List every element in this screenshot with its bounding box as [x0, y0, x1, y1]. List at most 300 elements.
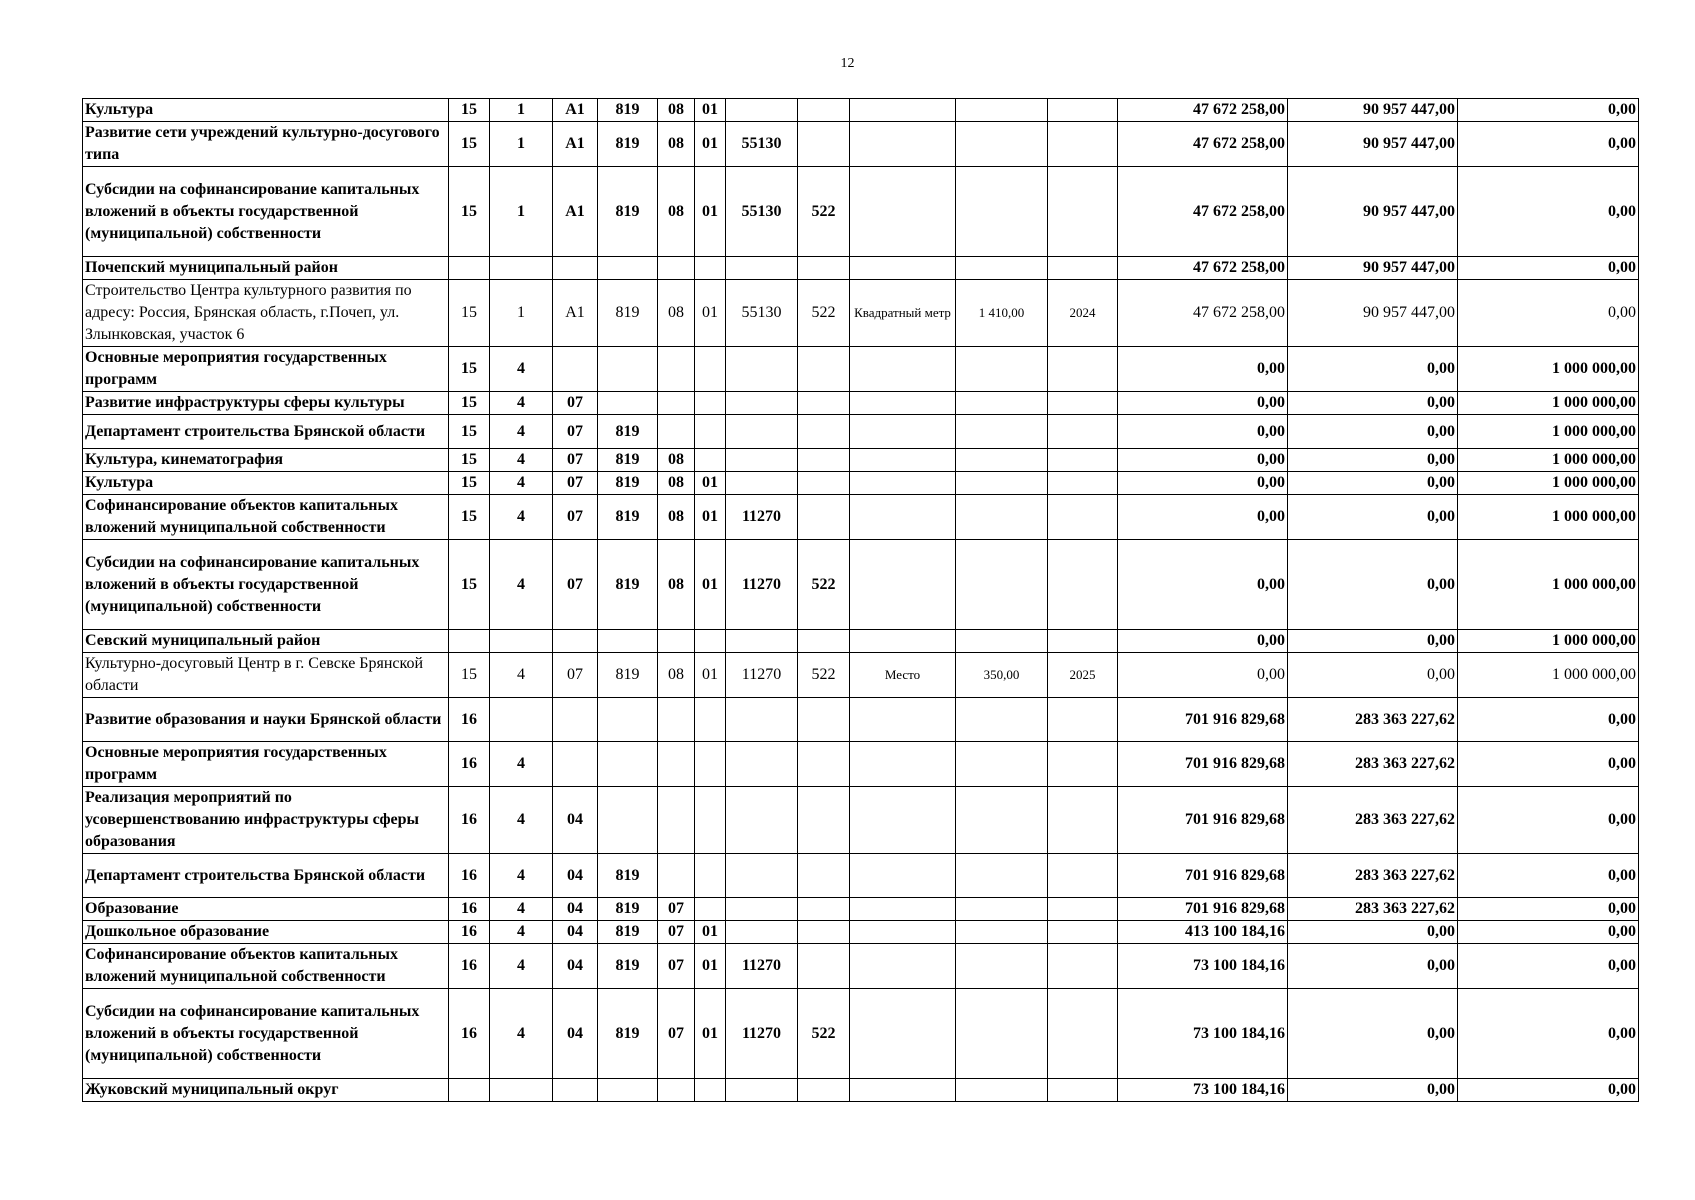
table-row	[83, 472, 1639, 495]
amount-year-3: 1 000 000,00	[1458, 392, 1639, 415]
code-direction: 11270	[726, 540, 798, 630]
amount-year-1: 701 916 829,68	[1118, 787, 1288, 854]
code-direction	[726, 630, 798, 653]
amount-year-1: 0,00	[1118, 449, 1288, 472]
code-event: A1	[553, 167, 598, 257]
row-name: Субсидии на софинансирование капитальных вложений в объекты государственной (муниципальной) собственности	[83, 540, 449, 630]
commission-year	[1048, 347, 1118, 392]
amount-year-3: 1 000 000,00	[1458, 495, 1639, 540]
amount-year-2: 0,00	[1288, 540, 1458, 630]
code-expense-type: 522	[798, 280, 850, 347]
commission-year	[1048, 540, 1118, 630]
unit-of-measure	[850, 540, 956, 630]
amount-year-1: 0,00	[1118, 347, 1288, 392]
code-program: 15	[449, 280, 490, 347]
table-row	[83, 921, 1639, 944]
capacity-value	[956, 854, 1048, 898]
code-program: 15	[449, 392, 490, 415]
amount-year-2: 90 957 447,00	[1288, 122, 1458, 167]
amount-year-3: 1 000 000,00	[1458, 472, 1639, 495]
amount-year-1: 47 672 258,00	[1118, 122, 1288, 167]
code-direction	[726, 449, 798, 472]
budget-table	[82, 98, 1639, 1102]
code-event: 07	[553, 415, 598, 449]
amount-year-3: 0,00	[1458, 698, 1639, 742]
code-subprogram: 4	[490, 495, 553, 540]
amount-year-3: 1 000 000,00	[1458, 449, 1639, 472]
row-name: Жуковский муниципальный округ	[83, 1079, 449, 1102]
amount-year-2: 0,00	[1288, 495, 1458, 540]
code-event: 07	[553, 495, 598, 540]
commission-year	[1048, 472, 1118, 495]
amount-year-3: 0,00	[1458, 989, 1639, 1079]
amount-year-2: 0,00	[1288, 630, 1458, 653]
code-expense-type	[798, 347, 850, 392]
amount-year-3: 1 000 000,00	[1458, 540, 1639, 630]
capacity-value	[956, 122, 1048, 167]
code-event: A1	[553, 122, 598, 167]
code-direction	[726, 415, 798, 449]
row-name: Реализация мероприятий по усовершенствованию инфраструктуры сферы образования	[83, 787, 449, 854]
code-ministry: 819	[598, 921, 658, 944]
code-subprogram	[490, 257, 553, 280]
code-ministry	[598, 630, 658, 653]
code-expense-type: 522	[798, 989, 850, 1079]
table-row	[83, 1079, 1639, 1102]
amount-year-3: 0,00	[1458, 742, 1639, 787]
code-program: 15	[449, 347, 490, 392]
unit-of-measure	[850, 921, 956, 944]
code-direction: 55130	[726, 167, 798, 257]
unit-of-measure	[850, 472, 956, 495]
amount-year-1: 0,00	[1118, 472, 1288, 495]
code-subsection: 01	[695, 921, 726, 944]
amount-year-3: 1 000 000,00	[1458, 630, 1639, 653]
code-expense-type: 522	[798, 540, 850, 630]
code-expense-type	[798, 1079, 850, 1102]
code-expense-type	[798, 921, 850, 944]
capacity-value	[956, 989, 1048, 1079]
code-section	[658, 415, 695, 449]
code-section: 08	[658, 540, 695, 630]
unit-of-measure	[850, 392, 956, 415]
row-name: Субсидии на софинансирование капитальных вложений в объекты государственной (муниципальной) собственности	[83, 167, 449, 257]
code-section	[658, 742, 695, 787]
code-subsection	[695, 392, 726, 415]
code-expense-type	[798, 99, 850, 122]
code-section	[658, 787, 695, 854]
amount-year-3: 1 000 000,00	[1458, 653, 1639, 698]
amount-year-3: 0,00	[1458, 280, 1639, 347]
code-direction: 11270	[726, 653, 798, 698]
code-ministry: 819	[598, 472, 658, 495]
code-subprogram: 4	[490, 742, 553, 787]
amount-year-2: 90 957 447,00	[1288, 99, 1458, 122]
code-section: 08	[658, 495, 695, 540]
code-subsection: 01	[695, 167, 726, 257]
capacity-value	[956, 787, 1048, 854]
code-subprogram: 4	[490, 415, 553, 449]
code-subsection	[695, 742, 726, 787]
code-expense-type: 522	[798, 167, 850, 257]
code-subsection: 01	[695, 653, 726, 698]
code-program: 15	[449, 540, 490, 630]
code-section: 07	[658, 898, 695, 921]
code-subsection: 01	[695, 944, 726, 989]
capacity-value	[956, 415, 1048, 449]
code-section	[658, 257, 695, 280]
commission-year	[1048, 415, 1118, 449]
row-name: Развитие образования и науки Брянской области	[83, 698, 449, 742]
code-event: A1	[553, 280, 598, 347]
commission-year	[1048, 944, 1118, 989]
capacity-value	[956, 257, 1048, 280]
row-name: Севский муниципальный район	[83, 630, 449, 653]
commission-year	[1048, 122, 1118, 167]
amount-year-3: 0,00	[1458, 921, 1639, 944]
unit-of-measure	[850, 787, 956, 854]
amount-year-2: 283 363 227,62	[1288, 787, 1458, 854]
code-event	[553, 257, 598, 280]
commission-year	[1048, 742, 1118, 787]
code-expense-type	[798, 630, 850, 653]
code-event	[553, 742, 598, 787]
code-direction	[726, 1079, 798, 1102]
code-ministry	[598, 1079, 658, 1102]
page-number: 12	[840, 56, 855, 71]
code-ministry	[598, 392, 658, 415]
code-expense-type	[798, 698, 850, 742]
row-name: Основные мероприятия государственных программ	[83, 742, 449, 787]
commission-year	[1048, 167, 1118, 257]
code-subsection	[695, 1079, 726, 1102]
code-expense-type	[798, 257, 850, 280]
code-subsection	[695, 854, 726, 898]
code-ministry: 819	[598, 122, 658, 167]
unit-of-measure: Место	[850, 653, 956, 698]
capacity-value	[956, 167, 1048, 257]
code-event: 07	[553, 392, 598, 415]
code-subsection: 01	[695, 472, 726, 495]
code-subprogram: 4	[490, 989, 553, 1079]
code-subprogram: 4	[490, 787, 553, 854]
code-ministry: 819	[598, 989, 658, 1079]
code-program: 16	[449, 854, 490, 898]
unit-of-measure	[850, 122, 956, 167]
code-subprogram: 1	[490, 122, 553, 167]
commission-year	[1048, 99, 1118, 122]
amount-year-1: 0,00	[1118, 653, 1288, 698]
amount-year-1: 47 672 258,00	[1118, 257, 1288, 280]
code-program: 15	[449, 495, 490, 540]
amount-year-2: 0,00	[1288, 1079, 1458, 1102]
table-row	[83, 495, 1639, 540]
code-subsection	[695, 347, 726, 392]
code-section: 08	[658, 122, 695, 167]
table-body	[83, 99, 1639, 1102]
code-ministry: 819	[598, 280, 658, 347]
row-name: Культурно-досуговый Центр в г. Севске Брянской области	[83, 653, 449, 698]
code-ministry	[598, 742, 658, 787]
amount-year-1: 701 916 829,68	[1118, 854, 1288, 898]
table-row	[83, 99, 1639, 122]
code-event	[553, 698, 598, 742]
code-event: 04	[553, 989, 598, 1079]
table-row	[83, 854, 1639, 898]
amount-year-2: 0,00	[1288, 944, 1458, 989]
commission-year	[1048, 921, 1118, 944]
table-row	[83, 653, 1639, 698]
capacity-value	[956, 921, 1048, 944]
code-subprogram: 4	[490, 944, 553, 989]
row-name: Развитие инфраструктуры сферы культуры	[83, 392, 449, 415]
code-section	[658, 630, 695, 653]
amount-year-2: 0,00	[1288, 347, 1458, 392]
code-ministry: 819	[598, 540, 658, 630]
code-direction	[726, 392, 798, 415]
code-direction: 11270	[726, 944, 798, 989]
table-row	[83, 698, 1639, 742]
code-event: 04	[553, 944, 598, 989]
amount-year-2: 283 363 227,62	[1288, 854, 1458, 898]
code-section: 07	[658, 989, 695, 1079]
amount-year-1: 701 916 829,68	[1118, 698, 1288, 742]
code-ministry	[598, 698, 658, 742]
code-program: 16	[449, 921, 490, 944]
amount-year-1: 0,00	[1118, 392, 1288, 415]
row-name: Дошкольное образование	[83, 921, 449, 944]
code-event: 07	[553, 472, 598, 495]
capacity-value	[956, 944, 1048, 989]
amount-year-2: 283 363 227,62	[1288, 698, 1458, 742]
table-row	[83, 167, 1639, 257]
code-ministry: 819	[598, 944, 658, 989]
code-subprogram: 1	[490, 280, 553, 347]
commission-year	[1048, 898, 1118, 921]
capacity-value	[956, 742, 1048, 787]
amount-year-1: 47 672 258,00	[1118, 99, 1288, 122]
amount-year-1: 73 100 184,16	[1118, 989, 1288, 1079]
code-expense-type: 522	[798, 653, 850, 698]
amount-year-1: 0,00	[1118, 540, 1288, 630]
code-program: 15	[449, 415, 490, 449]
code-direction	[726, 99, 798, 122]
amount-year-2: 0,00	[1288, 989, 1458, 1079]
amount-year-2: 0,00	[1288, 921, 1458, 944]
code-program	[449, 1079, 490, 1102]
table-row	[83, 122, 1639, 167]
amount-year-1: 0,00	[1118, 630, 1288, 653]
code-expense-type	[798, 392, 850, 415]
code-direction: 11270	[726, 495, 798, 540]
row-name: Культура	[83, 472, 449, 495]
code-ministry: 819	[598, 415, 658, 449]
code-section	[658, 392, 695, 415]
unit-of-measure: Квадратный метр	[850, 280, 956, 347]
row-name: Департамент строительства Брянской области	[83, 854, 449, 898]
commission-year	[1048, 854, 1118, 898]
code-expense-type	[798, 787, 850, 854]
unit-of-measure	[850, 257, 956, 280]
code-ministry	[598, 787, 658, 854]
code-event	[553, 347, 598, 392]
code-subprogram: 1	[490, 167, 553, 257]
code-expense-type	[798, 449, 850, 472]
code-program: 16	[449, 898, 490, 921]
amount-year-1: 413 100 184,16	[1118, 921, 1288, 944]
code-direction	[726, 898, 798, 921]
row-name: Субсидии на софинансирование капитальных вложений в объекты государственной (муниципальной) собственности	[83, 989, 449, 1079]
code-event: 07	[553, 540, 598, 630]
row-name: Основные мероприятия государственных программ	[83, 347, 449, 392]
code-subsection	[695, 630, 726, 653]
code-subsection	[695, 257, 726, 280]
code-expense-type	[798, 742, 850, 787]
amount-year-1: 701 916 829,68	[1118, 898, 1288, 921]
amount-year-3: 0,00	[1458, 898, 1639, 921]
table-row	[83, 540, 1639, 630]
amount-year-2: 90 957 447,00	[1288, 167, 1458, 257]
code-ministry: 819	[598, 99, 658, 122]
code-program: 15	[449, 472, 490, 495]
amount-year-3: 0,00	[1458, 257, 1639, 280]
code-section: 08	[658, 653, 695, 698]
code-subsection	[695, 698, 726, 742]
amount-year-3: 0,00	[1458, 854, 1639, 898]
capacity-value	[956, 472, 1048, 495]
unit-of-measure	[850, 167, 956, 257]
amount-year-3: 0,00	[1458, 1079, 1639, 1102]
unit-of-measure	[850, 944, 956, 989]
table-row	[83, 280, 1639, 347]
code-subsection: 01	[695, 540, 726, 630]
code-direction	[726, 257, 798, 280]
amount-year-3: 0,00	[1458, 787, 1639, 854]
capacity-value	[956, 898, 1048, 921]
amount-year-2: 0,00	[1288, 415, 1458, 449]
code-expense-type	[798, 122, 850, 167]
amount-year-3: 0,00	[1458, 944, 1639, 989]
code-section: 08	[658, 472, 695, 495]
unit-of-measure	[850, 854, 956, 898]
code-ministry: 819	[598, 449, 658, 472]
commission-year	[1048, 392, 1118, 415]
amount-year-1: 73 100 184,16	[1118, 944, 1288, 989]
capacity-value	[956, 540, 1048, 630]
code-direction	[726, 854, 798, 898]
code-direction	[726, 787, 798, 854]
amount-year-2: 90 957 447,00	[1288, 280, 1458, 347]
unit-of-measure	[850, 415, 956, 449]
code-subprogram	[490, 630, 553, 653]
amount-year-1: 0,00	[1118, 415, 1288, 449]
table-row	[83, 257, 1639, 280]
table-row	[83, 787, 1639, 854]
code-subprogram: 4	[490, 653, 553, 698]
code-subprogram: 1	[490, 99, 553, 122]
capacity-value: 1 410,00	[956, 280, 1048, 347]
code-event: 04	[553, 854, 598, 898]
code-event: 04	[553, 921, 598, 944]
code-program	[449, 630, 490, 653]
code-program: 16	[449, 787, 490, 854]
amount-year-1: 73 100 184,16	[1118, 1079, 1288, 1102]
amount-year-2: 90 957 447,00	[1288, 257, 1458, 280]
unit-of-measure	[850, 989, 956, 1079]
code-ministry	[598, 347, 658, 392]
code-subsection	[695, 449, 726, 472]
code-section	[658, 347, 695, 392]
commission-year	[1048, 787, 1118, 854]
code-expense-type	[798, 415, 850, 449]
amount-year-3: 0,00	[1458, 167, 1639, 257]
code-program: 15	[449, 99, 490, 122]
capacity-value	[956, 392, 1048, 415]
row-name: Образование	[83, 898, 449, 921]
code-ministry	[598, 257, 658, 280]
code-subprogram: 4	[490, 449, 553, 472]
amount-year-2: 0,00	[1288, 653, 1458, 698]
code-ministry: 819	[598, 167, 658, 257]
table-row	[83, 989, 1639, 1079]
code-section: 07	[658, 944, 695, 989]
code-program: 16	[449, 989, 490, 1079]
unit-of-measure	[850, 742, 956, 787]
code-section	[658, 854, 695, 898]
code-subprogram	[490, 698, 553, 742]
code-section: 08	[658, 167, 695, 257]
code-program: 15	[449, 167, 490, 257]
code-event: 07	[553, 449, 598, 472]
code-subprogram: 4	[490, 921, 553, 944]
code-event: A1	[553, 99, 598, 122]
table-row	[83, 392, 1639, 415]
code-subsection: 01	[695, 99, 726, 122]
code-subprogram: 4	[490, 540, 553, 630]
code-program: 15	[449, 653, 490, 698]
amount-year-2: 283 363 227,62	[1288, 742, 1458, 787]
amount-year-2: 0,00	[1288, 472, 1458, 495]
code-subsection	[695, 415, 726, 449]
unit-of-measure	[850, 495, 956, 540]
code-event	[553, 1079, 598, 1102]
code-ministry: 819	[598, 854, 658, 898]
code-subprogram: 4	[490, 898, 553, 921]
row-name: Софинансирование объектов капитальных вложений муниципальной собственности	[83, 944, 449, 989]
code-subsection	[695, 787, 726, 854]
commission-year	[1048, 989, 1118, 1079]
table-row	[83, 630, 1639, 653]
row-name: Департамент строительства Брянской области	[83, 415, 449, 449]
commission-year: 2024	[1048, 280, 1118, 347]
code-event	[553, 630, 598, 653]
commission-year	[1048, 698, 1118, 742]
amount-year-2: 283 363 227,62	[1288, 898, 1458, 921]
amount-year-3: 1 000 000,00	[1458, 347, 1639, 392]
code-program: 16	[449, 698, 490, 742]
unit-of-measure	[850, 449, 956, 472]
code-direction: 11270	[726, 989, 798, 1079]
unit-of-measure	[850, 898, 956, 921]
row-name: Софинансирование объектов капитальных вложений муниципальной собственности	[83, 495, 449, 540]
amount-year-2: 0,00	[1288, 449, 1458, 472]
code-event: 04	[553, 898, 598, 921]
commission-year	[1048, 257, 1118, 280]
capacity-value: 350,00	[956, 653, 1048, 698]
code-section: 07	[658, 921, 695, 944]
code-direction: 55130	[726, 280, 798, 347]
code-direction	[726, 472, 798, 495]
